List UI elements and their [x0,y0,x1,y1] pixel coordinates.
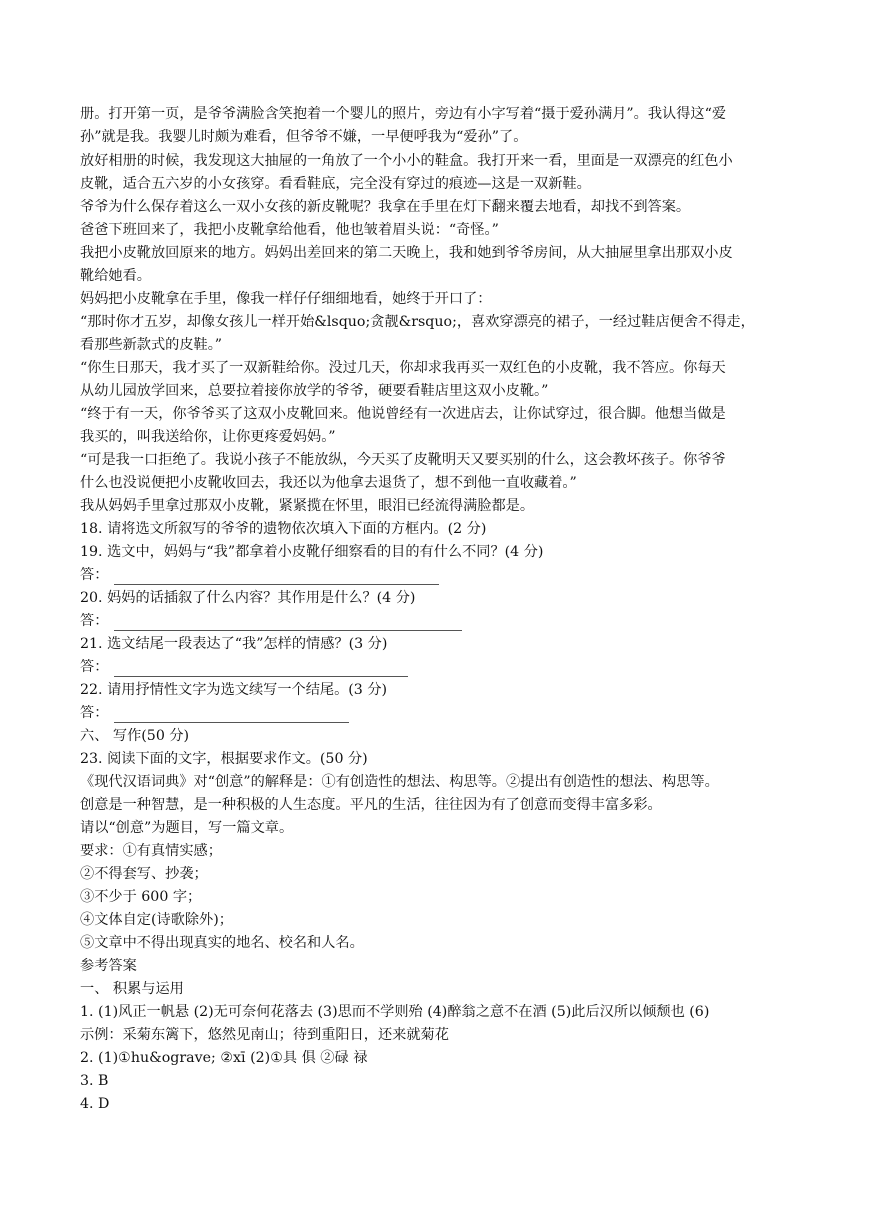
answer-1-continued: 示例：采菊东篱下，悠然见南山；待到重阳日，还来就菊花 [80,1027,449,1043]
story-line: 看那些新款式的皮鞋。” [80,337,223,353]
story-line: 从幼儿园放学回来，总要拉着接你放学的爷爷，硬要看鞋店里这双小皮靴。” [80,383,549,399]
answer-22 [80,703,794,723]
story-line: 我把小皮靴放回原来的地方。妈妈出差回来的第二天晚上，我和她到爷爷房间，从大抽屉里拿出那双小皮 [80,245,733,261]
story-line: 孙”就是我。我婴儿时颇为难看，但爷爷不嫌，一早便呼我为“爱孙”了。 [80,129,528,145]
writing-paragraph: 请以“创意”为题目，写一篇文章。 [80,820,294,836]
question-20: 20. 妈妈的话插叙了什么内容？其作用是什么？(4 分) [80,590,416,606]
story-line: “那时你才五岁，却像女孩儿一样开始&lsquo;贪靓&rsquo;，喜欢穿漂亮的裙子，一经过鞋店便舍不得走， [80,314,755,330]
story-line: 放好相册的时候，我发现这大抽屉的一角放了一个小小的鞋盒。我打开来一看，里面是一双漂亮的红色小 [80,153,733,169]
writing-prompt: 23. 阅读下面的文字，根据要求作文。(50 分) [80,751,368,767]
answer-3: 3. B [80,1073,109,1089]
answer-label: 答： [80,613,109,629]
story-line: 爸爸下班回来了，我把小皮靴拿给他看，他也皱着眉头说：“奇怪。” [80,222,499,238]
answer-20-blank[interactable] [114,615,462,631]
answer-22-blank[interactable] [114,707,349,723]
answers-heading: 参考答案 [80,958,137,974]
answer-21-blank[interactable] [114,661,408,677]
story-line: 我买的，叫我送给你，让你更疼爱妈妈。” [80,429,336,445]
answer-label: 答： [80,659,109,675]
question-19: 19. 选文中，妈妈与“我”都拿着小皮靴仔细察看的目的有什么不同？(4 分) [80,544,544,560]
writing-section-heading: 六、 写作(50 分) [80,728,190,744]
story-line: “终于有一天，你爷爷买了这双小皮靴回来。他说曾经有一次进店去，让你试穿过，很合脚。他想当做是 [80,406,726,422]
writing-requirement: ⑤文章中不得出现真实的地名、校名和人名。 [80,935,364,951]
answer-1: 1. (1)风正一帆悬 (2)无可奈何花落去 (3)思而不学则殆 (4)醉翁之意不在酒 (5)此后汉所以倾颓也 (6) [80,1004,710,1020]
writing-paragraph: 《现代汉语词典》对“创意”的解释是：①有创造性的想法、构思等。②提出有创造性的想法、构思等。 [80,774,719,790]
answers-section-heading: 一、 积累与运用 [80,981,184,997]
answer-2: 2. (1)①hu&ograve; ②xī (2)①具 俱 ②碌 禄 [80,1050,368,1066]
story-line: 皮靴，适合五六岁的小女孩穿。看看鞋底，完全没有穿过的痕迹—这是一双新鞋。 [80,176,591,192]
answer-19 [80,565,794,585]
answer-20 [80,611,794,631]
question-22: 22. 请用抒情性文字为选文续写一个结尾。(3 分) [80,682,388,698]
answer-label: 答： [80,705,109,721]
answer-label: 答： [80,567,109,583]
answer-19-blank[interactable] [114,569,439,585]
story-line: 爷爷为什么保存着这么一双小女孩的新皮靴呢？我拿在手里在灯下翻来覆去地看，却找不到答案。 [80,199,691,215]
answer-21 [80,657,794,677]
answer-4: 4. D [80,1096,110,1112]
question-18: 18. 请将选文所叙写的爷爷的遗物依次填入下面的方框内。(2 分) [80,521,487,537]
question-21: 21. 选文结尾一段表达了“我”怎样的情感？(3 分) [80,636,388,652]
writing-requirement: ④文体自定(诗歌除外)； [80,912,233,928]
story-line: 册。打开第一页，是爷爷满脸含笑抱着一个婴儿的照片，旁边有小字写着“摄于爱孙满月”。我认得这“爱 [80,106,727,122]
story-line: 妈妈把小皮靴拿在手里，像我一样仔仔细细地看，她终于开口了： [80,291,492,307]
writing-requirement: ③不少于 600 字； [80,889,202,905]
story-line: 我从妈妈手里拿过那双小皮靴，紧紧揽在怀里，眼泪已经流得满脸都是。 [80,498,535,514]
story-line: 什么也没说便把小皮靴收回去，我还以为他拿去退货了，想不到他一直收藏着。” [80,475,577,491]
story-line: 靴给她看。 [80,268,151,284]
writing-paragraph: 创意是一种智慧，是一种积极的人生态度。平凡的生活，往往因为有了创意而变得丰富多彩。 [80,797,662,813]
writing-requirement: 要求：①有真情实感； [80,843,222,859]
story-line: “你生日那天，我才买了一双新鞋给你。没过几天，你却求我再买一双红色的小皮靴，我不答应。你每天 [80,360,726,376]
story-line: “可是我一口拒绝了。我说小孩子不能放纵，今天买了皮靴明天又要买别的什么，这会教坏孩子。你爷爷 [80,452,726,468]
writing-requirement: ②不得套写、抄袭； [80,866,208,882]
